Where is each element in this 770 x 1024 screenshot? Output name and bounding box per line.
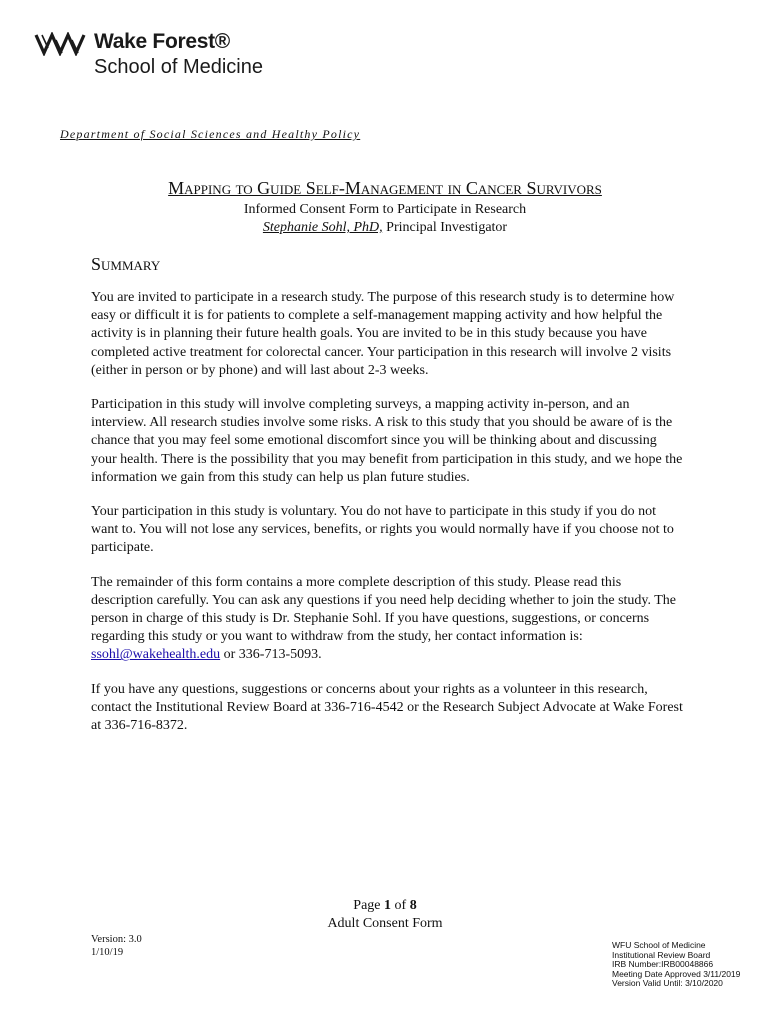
summary-heading: Summary <box>91 254 161 274</box>
email-link[interactable]: ssohl@wakehealth.edu <box>91 647 221 663</box>
logo-name: Wake Forest® <box>94 30 230 53</box>
paragraph: Your participation in this study is voluntary. You do not have to participate in this study if you do not want to. You will not lose any services, benefits, or rights you would normally have if you choose not to participate. <box>91 504 674 556</box>
irb-line: Version Valid Until: 3/10/2020 <box>612 978 723 989</box>
paragraph <box>91 574 683 665</box>
version-date: 1/10/19 <box>91 947 124 958</box>
page-of: of <box>391 898 410 913</box>
irb-line: Institutional Review Board <box>612 949 711 960</box>
page-current: 1 <box>384 898 392 913</box>
irb-stamp <box>612 941 740 989</box>
irb-line: IRB Number:IRB00048866 <box>612 959 714 970</box>
irb-line: WFU School of Medicine <box>612 940 706 950</box>
department-line: Department of Social Sciences and Healthy Policy <box>60 127 361 141</box>
document-title: Mapping to Guide Self-Management in Cancer Survivors <box>168 178 602 198</box>
wake-forest-emblem-icon <box>34 32 92 56</box>
paragraph-text: or 336-713-5093. <box>220 647 322 663</box>
paragraph: Participation in this study will involve completing surveys, a mapping activity in-person, and an interview. All research studies involve some risks. A risk to this study that you should be aware of is the chance that you may feel some emotional discomfort since you will be thinking about and discussing your health. There is the possibility that you may benefit from participation in this study, and we hope the information we gain from this study can help us plan future studies. <box>91 397 683 485</box>
document-body <box>91 289 683 751</box>
form-name: Adult Consent Form <box>327 916 443 931</box>
investigator-name: Stephanie Sohl, PhD, <box>262 220 383 235</box>
page-number <box>0 898 770 914</box>
principal-investigator-line <box>0 220 770 236</box>
logo-subtitle: School of Medicine <box>94 56 263 78</box>
irb-line: Meeting Date Approved 3/11/2019 <box>612 968 741 979</box>
investigator-role: Principal Investigator <box>382 220 508 235</box>
version-label: Version: 3.0 <box>91 934 142 945</box>
version-block <box>91 933 142 959</box>
wake-forest-logo <box>34 30 284 85</box>
paragraph: You are invited to participate in a research study. The purpose of this research study is to determine how easy or difficult it is for patients to complete a self-management mapping activity and how helpful the activity is in planning their future health goals. You are invited to be in this study because you have completed active treatment for colorectal cancer. Your participation in this research will involve 2 visits (either in person or by phone) and will last about 2-3 weeks. <box>91 290 675 378</box>
page-total: 8 <box>409 898 417 913</box>
paragraph-text: The remainder of this form contains a more complete description of this study. Please read this description carefully. You can ask any questions if you need help deciding whether to join the study. The person in charge of this study is Dr. Stephanie Sohl. If you have questions, suggestions, or concerns regarding this study or you want to withdraw from the study, her contact information is: <box>91 574 677 645</box>
paragraph: If you have any questions, suggestions or concerns about your rights as a volunteer in this research, contact the Institutional Review Board at 336-716-4542 or the Research Subject Advocate at Wake Forest at 336-716-8372. <box>91 681 683 734</box>
document-subtitle: Informed Consent Form to Participate in Research <box>243 202 527 217</box>
page-label: Page <box>353 898 385 913</box>
